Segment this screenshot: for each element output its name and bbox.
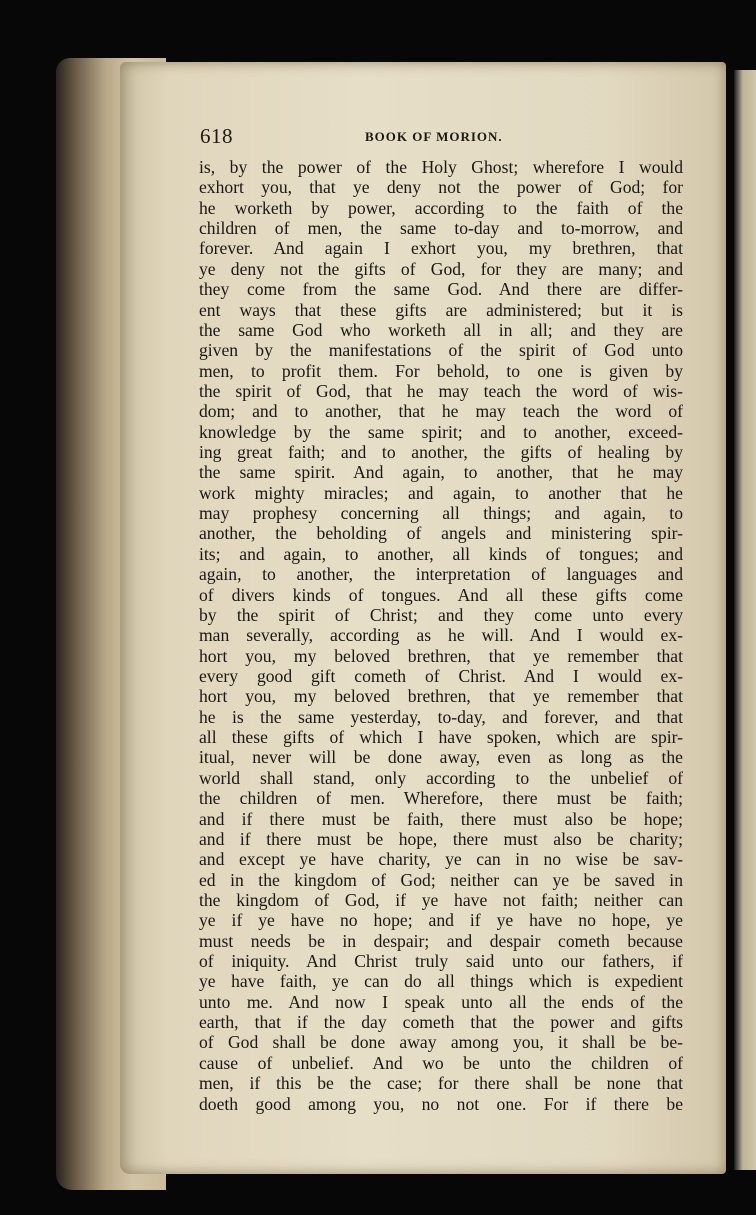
text-line: the kingdom of God, if ye have not faith; neither can — [199, 889, 683, 910]
body-text — [199, 157, 683, 1114]
text-line: another, the beholding of angels and ministering spir- — [199, 523, 683, 544]
text-line: he worketh by power, according to the faith of the — [199, 197, 683, 218]
text-line: man severally, according as he will. And I would ex- — [199, 625, 683, 646]
text-line: the same God who worketh all in all; and they are — [199, 319, 683, 340]
text-line: itual, never will be done away, even as long as the — [199, 747, 683, 768]
text-line: men, if this be the case; for there shall be none that — [199, 1073, 683, 1094]
text-line: of iniquity. And Christ truly said unto our fathers, if — [199, 951, 683, 972]
text-line: of divers kinds of tongues. And all these gifts come — [199, 584, 683, 605]
text-line: of God shall be done away among you, it shall be be- — [199, 1032, 683, 1053]
text-line: and if there must be faith, there must also be hope; — [199, 808, 683, 829]
text-line: doeth good among you, no not one. For if there be — [199, 1093, 683, 1114]
text-line: world shall stand, only according to the unbelief of — [199, 767, 683, 788]
text-line: they come from the same God. And there are differ- — [199, 279, 683, 300]
text-line: hort you, my beloved brethren, that ye remember that — [199, 686, 683, 707]
facing-page-edge — [734, 70, 756, 1170]
page-header — [200, 124, 686, 150]
text-line: must needs be in despair; and despair cometh because — [199, 930, 683, 951]
text-line: its; and again, to another, all kinds of tongues; and — [199, 543, 683, 564]
text-line: exhort you, that ye deny not the power of God; for — [199, 177, 683, 198]
text-line: dom; and to another, that he may teach the word of — [199, 401, 683, 422]
text-line: may prophesy concerning all things; and again, to — [199, 503, 683, 524]
text-line: ye deny not the gifts of God, for they are many; and — [199, 258, 683, 279]
text-line: work mighty miracles; and again, to another that he — [199, 482, 683, 503]
text-line: cause of unbelief. And wo be unto the children of — [199, 1052, 683, 1073]
text-line: knowledge by the same spirit; and to another, exceed- — [199, 421, 683, 442]
text-line: by the spirit of Christ; and they come unto every — [199, 604, 683, 625]
text-line: ye have faith, ye can do all things which is expedient — [199, 971, 683, 992]
text-line: and if there must be hope, there must also be charity; — [199, 828, 683, 849]
text-line: is, by the power of the Holy Ghost; wherefore I would — [199, 157, 683, 177]
text-line: the spirit of God, that he may teach the word of wis- — [199, 380, 683, 401]
text-line: children of men, the same to-day and to-morrow, and — [199, 218, 683, 239]
text-line: men, to profit them. For behold, to one is given by — [199, 360, 683, 381]
text-line: he is the same yesterday, to-day, and forever, and that — [199, 706, 683, 727]
text-line: hort you, my beloved brethren, that ye remember that — [199, 645, 683, 666]
text-line: given by the manifestations of the spirit of God unto — [199, 340, 683, 361]
text-line: ye if ye have no hope; and if ye have no hope, ye — [199, 910, 683, 931]
text-line: forever. And again I exhort you, my brethren, that — [199, 238, 683, 259]
text-line: earth, that if the day cometh that the power and gifts — [199, 1012, 683, 1033]
text-line: ent ways that these gifts are administered; but it is — [199, 299, 683, 320]
text-line: the children of men. Wherefore, there must be faith; — [199, 788, 683, 809]
text-line: ing great faith; and to another, the gifts of healing by — [199, 442, 683, 463]
text-line: unto me. And now I speak unto all the ends of the — [199, 991, 683, 1012]
text-line: and except ye have charity, ye can in no wise be sav- — [199, 849, 683, 870]
page-number: 618 — [200, 124, 233, 148]
text-line: again, to another, the interpretation of languages and — [199, 564, 683, 585]
text-line: all these gifts of which I have spoken, which are spir- — [199, 727, 683, 748]
text-line: ed in the kingdom of God; neither can ye be saved in — [199, 869, 683, 890]
running-head: BOOK OF MORION. — [365, 129, 503, 144]
text-line: every good gift cometh of Christ. And I would ex- — [199, 665, 683, 686]
text-line: the same spirit. And again, to another, that he may — [199, 462, 683, 483]
